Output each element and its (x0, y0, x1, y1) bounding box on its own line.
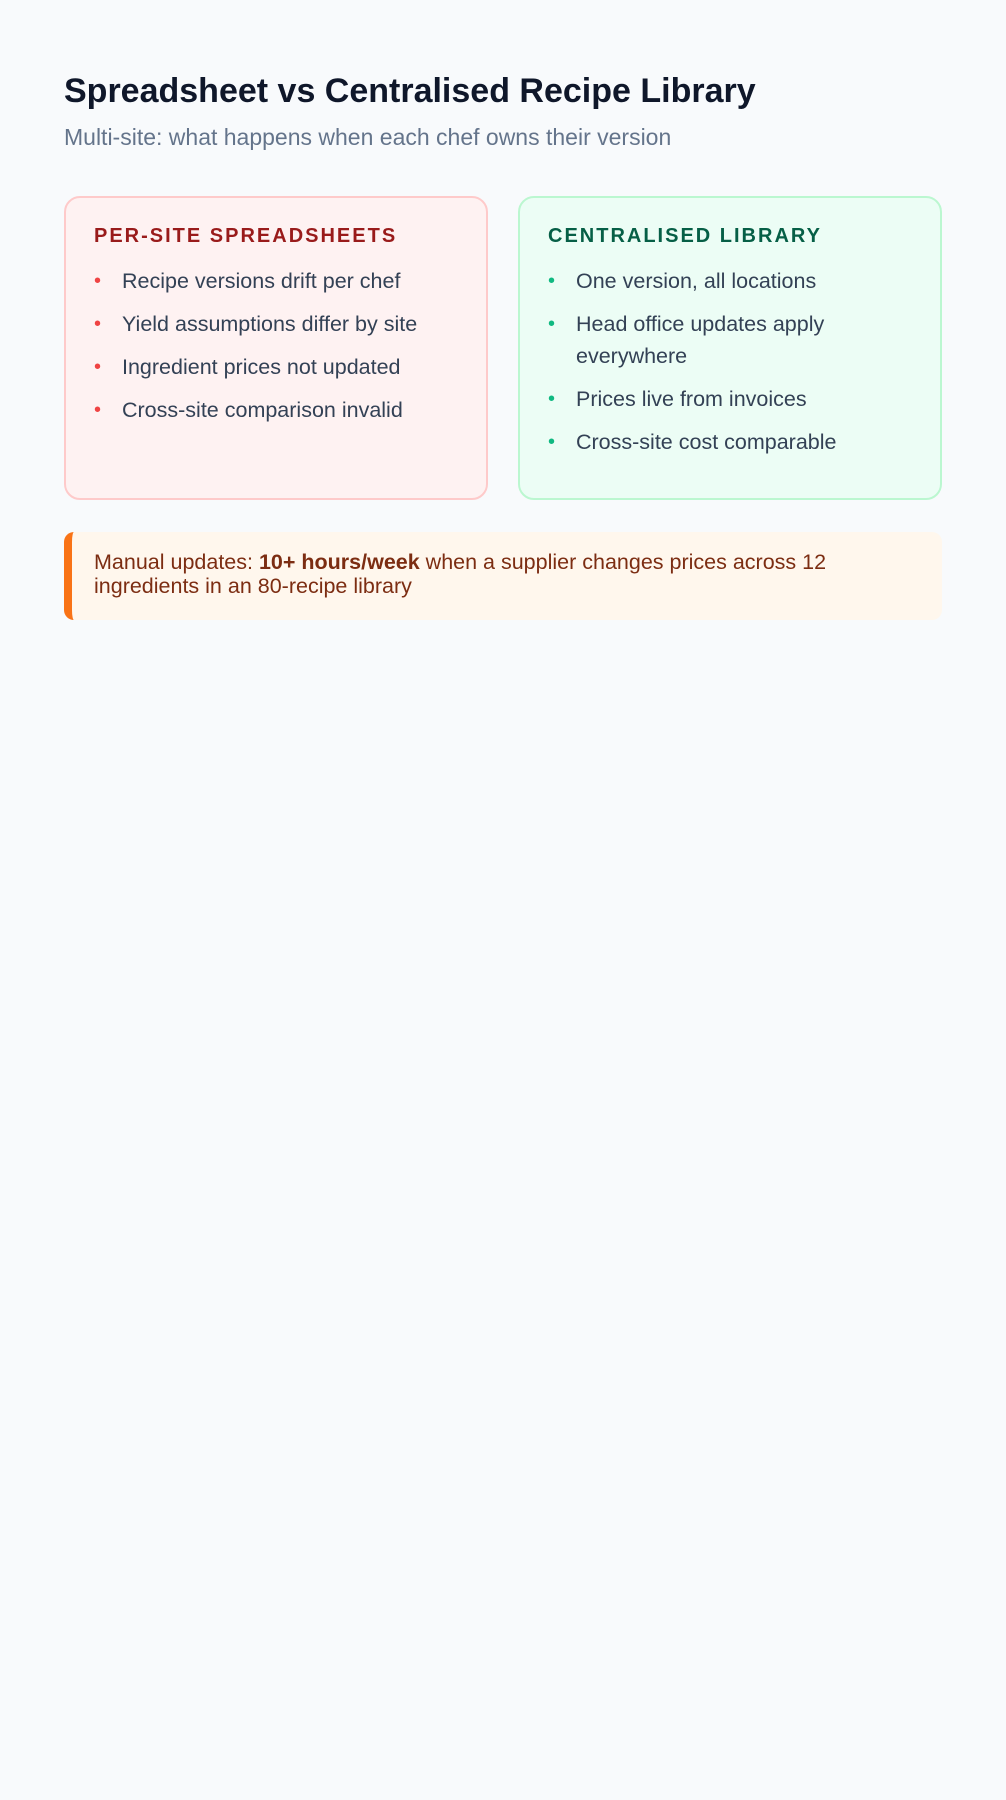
manual-updates-callout (64, 532, 942, 620)
list-item-text: Yield assumptions differ by site (122, 312, 418, 336)
bullet-icon: • (548, 431, 556, 453)
list-item-text: Head office updates apply everywhere (576, 312, 825, 368)
list-item (548, 265, 912, 297)
per-site-spreadsheets-card (64, 196, 488, 500)
list-item (548, 308, 912, 372)
list-item-text: Prices live from invoices (576, 387, 807, 411)
bullet-icon: • (94, 313, 102, 335)
list-item (94, 308, 458, 340)
bullet-icon: • (94, 356, 102, 378)
bullet-icon: • (94, 270, 102, 292)
bullet-icon: • (94, 399, 102, 421)
list-item-text: Cross-site comparison invalid (122, 398, 403, 422)
bullet-icon: • (548, 270, 556, 292)
page-title: Spreadsheet vs Centralised Recipe Library (64, 72, 756, 110)
list-item-text: One version, all locations (576, 269, 817, 293)
list-item-text: Cross-site cost comparable (576, 430, 837, 454)
list-item (548, 383, 912, 415)
list-item (94, 351, 458, 383)
card-title: PER-SITE SPREADSHEETS (94, 225, 398, 247)
drawbacks-list (94, 265, 458, 426)
list-item-text: Ingredient prices not updated (122, 355, 401, 379)
callout-highlight: 10+ hours/week (258, 550, 420, 574)
callout-prefix: Manual updates: (94, 550, 259, 574)
list-item (94, 265, 458, 297)
centralised-library-card (518, 196, 942, 500)
bullet-icon: • (548, 388, 556, 410)
bullet-icon: • (548, 313, 556, 335)
list-item (548, 426, 912, 458)
card-title: CENTRALISED LIBRARY (548, 225, 822, 247)
page-subtitle: Multi-site: what happens when each chef owns their version (64, 124, 672, 150)
list-item-text: Recipe versions drift per chef (122, 269, 401, 293)
benefits-list (548, 265, 912, 458)
callout-suffix: when a supplier changes prices across 12 ingredients in an 80-recipe library (94, 550, 827, 598)
list-item (94, 394, 458, 426)
